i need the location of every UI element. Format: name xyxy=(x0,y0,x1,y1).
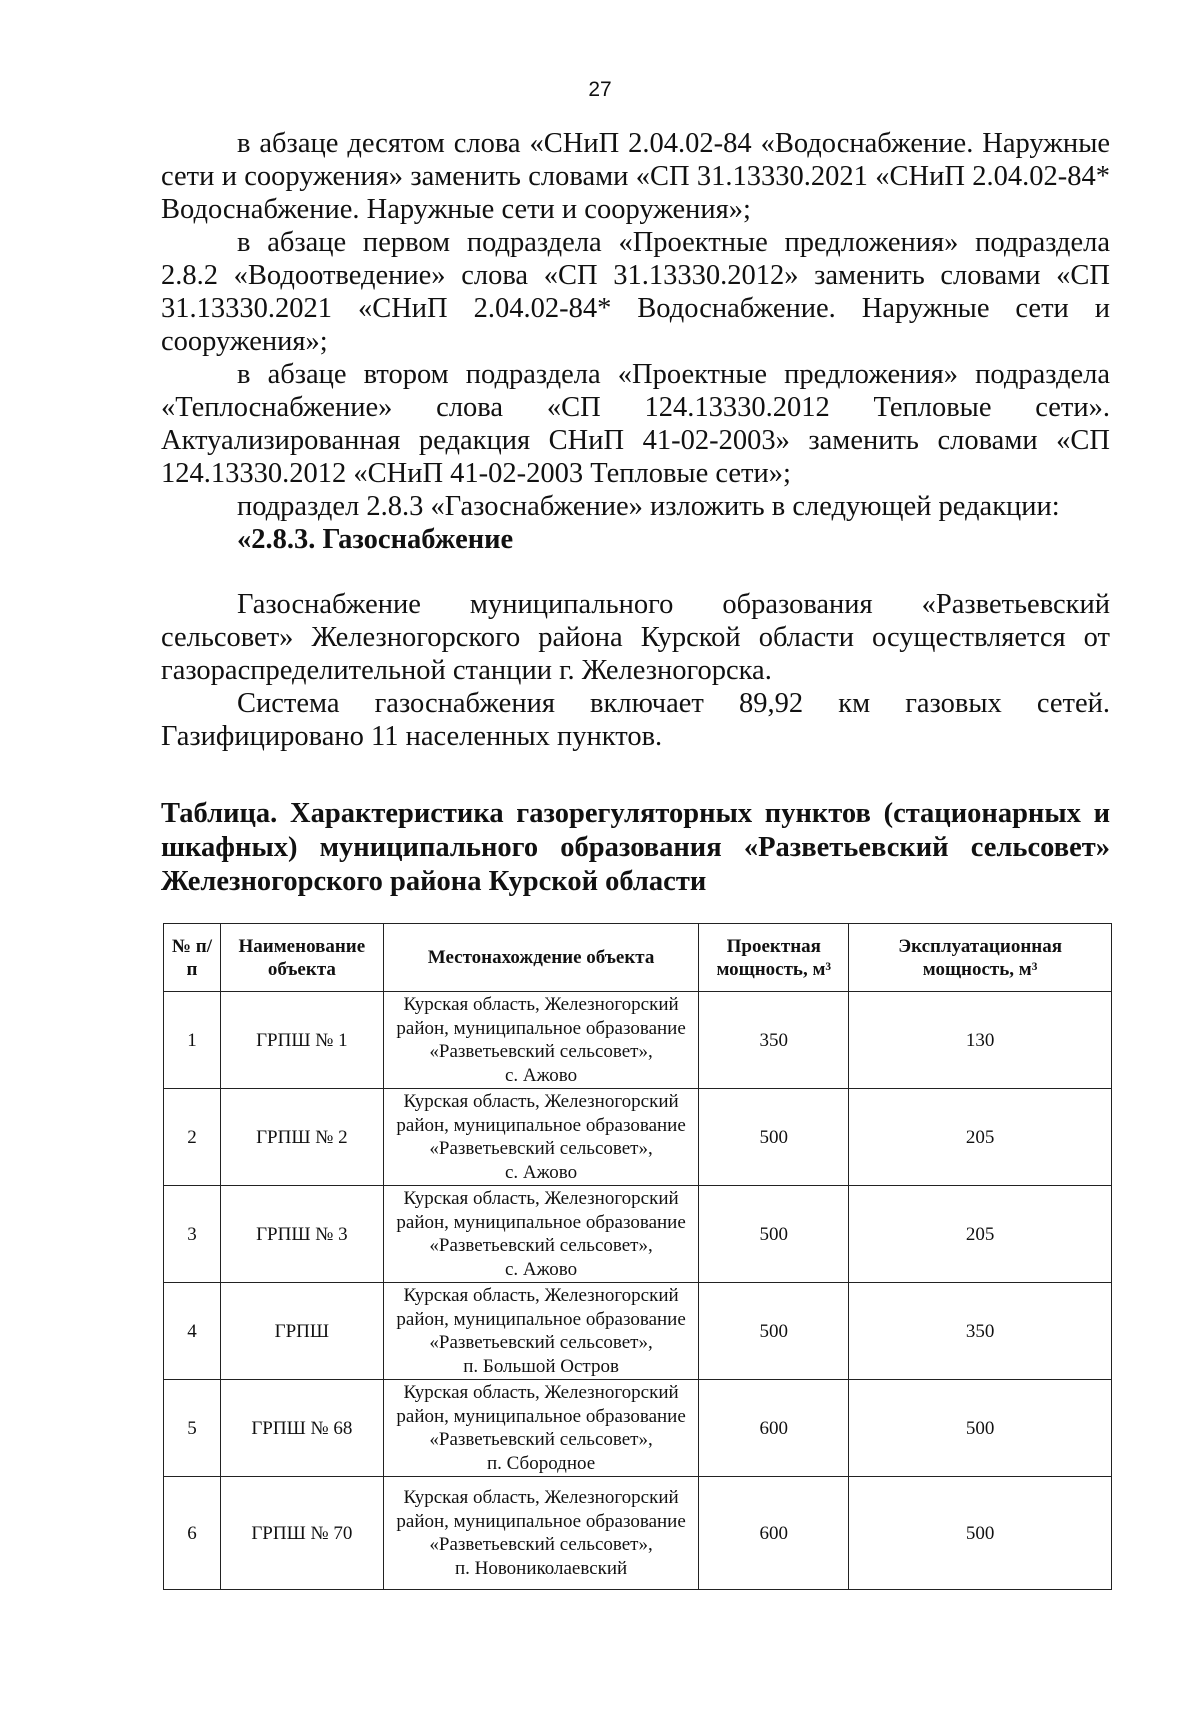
cell-operational-capacity: 350 xyxy=(849,1283,1112,1380)
table-row xyxy=(164,1186,1112,1283)
cell-num: 4 xyxy=(164,1283,221,1380)
location-line: с. Ажово xyxy=(505,1161,578,1183)
section-body xyxy=(161,588,1110,753)
table-row xyxy=(164,992,1112,1089)
location-line: Курская область, Железногорский xyxy=(403,1188,679,1209)
cell-location xyxy=(383,1477,699,1590)
cell-operational-capacity: 500 xyxy=(849,1380,1112,1477)
cell-operational-capacity: 205 xyxy=(849,1186,1112,1283)
location-line: п. Сбородное xyxy=(486,1452,596,1474)
header-design-capacity: Проектная мощность, м³ xyxy=(699,924,849,992)
cell-name: ГРПШ № 70 xyxy=(220,1477,383,1590)
header-num: № п/п xyxy=(164,924,221,992)
table-title: Таблица. Характеристика газорегуляторных пунктов (стационарных и шкафных) муниципального образования «Разветьевский сельсовет» Железногорского района Курской области xyxy=(161,798,1110,897)
location-line: район, муниципальное образование xyxy=(396,1510,686,1532)
cell-design-capacity: 500 xyxy=(699,1283,849,1380)
location-line: район, муниципальное образование xyxy=(396,1017,686,1039)
location-line: п. Большой Остров xyxy=(463,1355,619,1377)
cell-location xyxy=(383,1186,699,1283)
cell-name: ГРПШ № 2 xyxy=(220,1089,383,1186)
header-location: Местонахождение объекта xyxy=(383,924,699,992)
paragraph-4: подраздел 2.8.3 «Газоснабжение» изложить в следующей редакции: xyxy=(237,491,1060,522)
cell-design-capacity: 600 xyxy=(699,1477,849,1590)
location-line: Курская область, Железногорский xyxy=(403,1091,679,1112)
cell-operational-capacity: 205 xyxy=(849,1089,1112,1186)
location-line: «Разветьевский сельсовет», xyxy=(429,1041,653,1062)
cell-design-capacity: 500 xyxy=(699,1186,849,1283)
cell-num: 6 xyxy=(164,1477,221,1590)
cell-operational-capacity: 500 xyxy=(849,1477,1112,1590)
cell-name: ГРПШ № 3 xyxy=(220,1186,383,1283)
location-line: п. Новониколаевский xyxy=(454,1557,628,1579)
table-row xyxy=(164,1089,1112,1186)
cell-num: 3 xyxy=(164,1186,221,1283)
table-header-row xyxy=(164,924,1112,992)
paragraph-2: в абзаце первом подраздела «Проектные предложения» подраздела 2.8.2 «Водоотведение» слова «СП 31.13330.2012» заменить словами «СП 31.13330.2021 «СНиП 2.04.02-84* Водоснабжение. Наружные сети и сооружения»; xyxy=(161,227,1110,357)
location-line: Курская область, Железногорский xyxy=(403,1487,679,1508)
cell-location xyxy=(383,992,699,1089)
cell-operational-capacity: 130 xyxy=(849,992,1112,1089)
location-line: «Разветьевский сельсовет», xyxy=(429,1429,653,1450)
location-line: Курская область, Железногорский xyxy=(403,1285,679,1306)
location-line: район, муниципальное образование xyxy=(396,1308,686,1330)
cell-name: ГРПШ № 1 xyxy=(220,992,383,1089)
cell-design-capacity: 500 xyxy=(699,1089,849,1186)
cell-location xyxy=(383,1380,699,1477)
amendment-text xyxy=(161,127,1110,556)
body-paragraph-2: Система газоснабжения включает 89,92 км газовых сетей. Газифицировано 11 населенных пунктов. xyxy=(161,688,1110,752)
cell-num: 1 xyxy=(164,992,221,1089)
location-line: Курская область, Железногорский xyxy=(403,1382,679,1403)
location-line: район, муниципальное образование xyxy=(396,1405,686,1427)
paragraph-1: в абзаце десятом слова «СНиП 2.04.02-84 «Водоснабжение. Наружные сети и сооружения» заменить словами «СП 31.13330.2021 «СНиП 2.04.02-84* Водоснабжение. Наружные сети и сооружения»; xyxy=(161,128,1110,225)
cell-num: 5 xyxy=(164,1380,221,1477)
location-line: «Разветьевский сельсовет», xyxy=(429,1138,653,1159)
location-line: «Разветьевский сельсовет», xyxy=(429,1235,653,1256)
location-line: Курская область, Железногорский xyxy=(403,994,679,1015)
cell-location xyxy=(383,1283,699,1380)
location-line: район, муниципальное образование xyxy=(396,1211,686,1233)
location-line: с. Ажово xyxy=(505,1064,578,1086)
table-body xyxy=(164,992,1112,1590)
paragraph-3: в абзаце втором подраздела «Проектные предложения» подраздела «Теплоснабжение» слова «СП 124.13330.2012 Тепловые сети». Актуализированная редакция СНиП 41-02-2003» заменить словами «СП 124.13330.2012 «СНиП 41-02-2003 Тепловые сети»; xyxy=(161,359,1110,489)
table-row xyxy=(164,1283,1112,1380)
cell-design-capacity: 600 xyxy=(699,1380,849,1477)
cell-name: ГРПШ № 68 xyxy=(220,1380,383,1477)
location-line: с. Ажово xyxy=(505,1258,578,1280)
location-line: «Разветьевский сельсовет», xyxy=(429,1534,653,1555)
gas-points-table xyxy=(163,923,1112,1590)
header-operational-capacity: Эксплуатационная мощность, м³ xyxy=(849,924,1112,992)
cell-num: 2 xyxy=(164,1089,221,1186)
location-line: район, муниципальное образование xyxy=(396,1114,686,1136)
section-heading: «2.8.3. Газоснабжение xyxy=(237,524,514,555)
cell-name: ГРПШ xyxy=(220,1283,383,1380)
page-number: 27 xyxy=(588,78,612,101)
header-name: Наименование объекта xyxy=(220,924,383,992)
table-row xyxy=(164,1477,1112,1590)
table-row xyxy=(164,1380,1112,1477)
cell-location xyxy=(383,1089,699,1186)
body-paragraph-1: Газоснабжение муниципального образования «Разветьевский сельсовет» Железногорского района Курской области осуществляется от газораспределительной станции г. Железногорска. xyxy=(161,589,1110,686)
cell-design-capacity: 350 xyxy=(699,992,849,1089)
location-line: «Разветьевский сельсовет», xyxy=(429,1332,653,1353)
